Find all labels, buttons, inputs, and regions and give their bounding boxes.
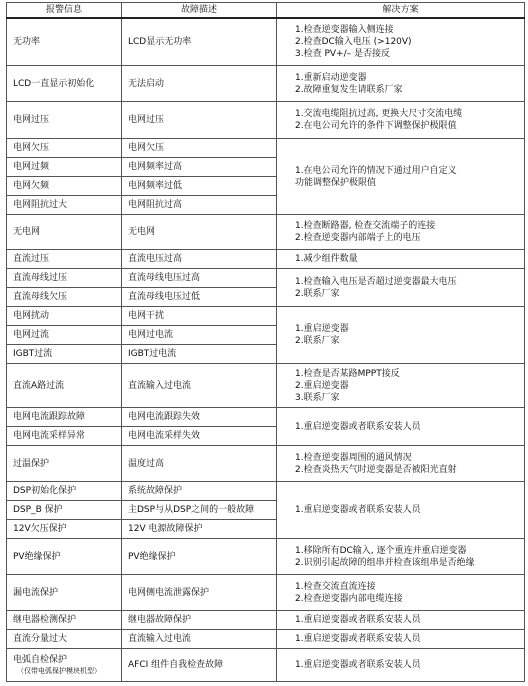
alarm-text: 无电网 — [13, 227, 41, 237]
alarm-text: DSP_B 保护 — [13, 505, 63, 515]
solution-cell — [277, 446, 525, 482]
alarm-text: 直流过压 — [13, 254, 50, 264]
alarm-cell — [7, 345, 122, 364]
solution-cell — [277, 364, 525, 408]
table-row — [7, 539, 525, 575]
table-row — [7, 649, 525, 682]
alarm-text: 电弧自检保护 — [13, 655, 68, 665]
table-row — [7, 408, 525, 427]
description-cell: 电网频率过低 — [122, 177, 277, 196]
solution-step: 1.重启逆变器 — [295, 324, 349, 334]
alarm-text: 过温保护 — [13, 458, 50, 469]
alarm-text: 电网电流跟踪故障 — [13, 412, 86, 422]
solution-step: 1.重启逆变器或者联系安装人员 — [295, 660, 421, 670]
solution-cell — [277, 250, 525, 269]
description-cell: 电网过压 — [122, 102, 277, 139]
header-alarm: 报警信息 — [7, 3, 122, 18]
alarm-cell — [7, 66, 122, 102]
solution-step: 1.检查断路器, 检查交流端子的连接 — [295, 221, 436, 231]
alarm-cell — [7, 520, 122, 539]
table-row — [7, 102, 525, 139]
description-cell: 主DSP与从DSP之间的一般故障 — [122, 501, 277, 520]
table-row — [7, 307, 525, 326]
alarm-text: 电网阻抗过大 — [13, 200, 68, 210]
alarm-cell — [7, 250, 122, 269]
alarm-cell — [7, 177, 122, 196]
header-row — [7, 3, 525, 18]
description-cell: 电网电流跟踪失效 — [122, 408, 277, 427]
alarm-cell — [7, 307, 122, 326]
description-cell: 无法启动 — [122, 66, 277, 102]
solution-step: 1.重新启动逆变器 — [295, 72, 367, 83]
description-cell: 直流输入过电流 — [122, 364, 277, 408]
alarm-cell — [7, 482, 122, 501]
description-cell: 12V 电源故障保护 — [122, 520, 277, 539]
table-row — [7, 446, 525, 482]
solution-step: 1.检查是否某路MPPT接反 — [295, 368, 400, 379]
solution-step: 2.检查炎热天气时逆变器是否被阳光直射 — [295, 464, 457, 475]
solution-step: 1.交流电缆阻抗过高, 更换大尺寸交流电缆 — [295, 109, 463, 119]
alarm-text: LCD一直显示初始化 — [13, 78, 95, 89]
alarm-cell — [7, 575, 122, 611]
alarm-cell — [7, 215, 122, 250]
header-solution: 解决方案 — [277, 3, 525, 18]
alarm-text: 直流分量过大 — [13, 634, 68, 644]
table-row — [7, 269, 525, 288]
alarm-cell — [7, 102, 122, 139]
alarm-cell — [7, 611, 122, 630]
solution-cell — [277, 269, 525, 307]
solution-step: 2.联系厂家 — [295, 288, 340, 299]
description-cell: 继电器故障保护 — [122, 611, 277, 630]
alarm-cell — [7, 649, 122, 682]
solution-cell — [277, 611, 525, 630]
solution-step: 3.联系厂家 — [295, 392, 340, 403]
alarm-text: 电网扰动 — [13, 311, 50, 321]
description-cell: 电网过电流 — [122, 326, 277, 345]
solution-cell — [277, 539, 525, 575]
description-cell: PV绝缘保护 — [122, 539, 277, 575]
solution-step: 1.重启逆变器或者联系安装人员 — [295, 634, 421, 644]
alarm-text: 直流A路过流 — [13, 380, 65, 391]
alarm-text: 12V欠压保护 — [13, 524, 67, 534]
alarm-text: 直流母线欠压 — [13, 292, 68, 302]
table-row — [7, 482, 525, 501]
description-cell: LCD显示无功率 — [122, 18, 277, 66]
table-row — [7, 66, 525, 102]
solution-step: 2.重启逆变器 — [295, 380, 349, 391]
solution-step: 1.检查逆变器周围的通风情况 — [295, 452, 412, 463]
table-row — [7, 575, 525, 611]
alarm-text: 继电器检测保护 — [13, 615, 77, 625]
solution-cell — [277, 307, 525, 364]
alarm-cell — [7, 408, 122, 427]
alarm-text: 电网欠压 — [13, 143, 50, 153]
description-cell: 电网阻抗过高 — [122, 196, 277, 215]
description-cell: 直流母线电压过低 — [122, 288, 277, 307]
alarm-text: 电网过流 — [13, 330, 50, 340]
alarm-text: 漏电流保护 — [13, 587, 59, 598]
solution-step: 2.检查逆变器内部端子上的电压 — [295, 233, 421, 243]
solution-step: 1.重启逆变器或者联系安装人员 — [295, 421, 421, 432]
solution-cell — [277, 66, 525, 102]
solution-cell — [277, 408, 525, 446]
table-header — [7, 3, 525, 18]
description-cell: 电网侧电流泄露保护 — [122, 575, 277, 611]
alarm-text: 电网欠频 — [13, 181, 50, 191]
alarm-text: 电网过压 — [13, 115, 50, 125]
alarm-cell — [7, 427, 122, 446]
table-row — [7, 364, 525, 408]
solution-step: 2.检查逆变器内部电缆连接 — [295, 593, 403, 604]
solution-cell — [277, 139, 525, 215]
description-cell: 电网欠压 — [122, 139, 277, 158]
description-cell: 直流母线电压过高 — [122, 269, 277, 288]
alarm-cell — [7, 269, 122, 288]
description-cell: IGBT过电流 — [122, 345, 277, 364]
description-cell: 电网干扰 — [122, 307, 277, 326]
solution-step: 2.识别引起故障的组串并检查该组串是否绝缘 — [295, 557, 475, 568]
solution-step: 1.减少组件数量 — [295, 254, 358, 264]
alarm-cell — [7, 139, 122, 158]
description-cell: 电网电流采样失效 — [122, 427, 277, 446]
alarm-text: 无功率 — [13, 36, 41, 47]
alarm-cell — [7, 326, 122, 345]
alarm-text: IGBT过流 — [13, 349, 53, 359]
header-description: 故障描述 — [122, 3, 277, 18]
solution-step: 1.移除所有DC输入, 逐个重连并重启逆变器 — [295, 545, 467, 556]
description-cell: AFCI 组件自我检查故障 — [122, 649, 277, 682]
alarm-note: （仅带电弧保护模块机型） — [17, 667, 101, 675]
solution-cell — [277, 102, 525, 139]
alarm-cell — [7, 288, 122, 307]
alarm-cell — [7, 364, 122, 408]
solution-cell — [277, 482, 525, 539]
alarm-text: PV绝缘保护 — [13, 551, 61, 562]
solution-step: 功能调整保护极限值 — [295, 177, 377, 188]
description-cell: 直流输入过电流 — [122, 630, 277, 649]
alarm-text: 直流母线过压 — [13, 273, 68, 283]
table-row — [7, 630, 525, 649]
solution-step: 3.检查 PV+/– 是否接反 — [295, 48, 390, 59]
fault-table-container — [6, 2, 525, 682]
alarm-cell — [7, 539, 122, 575]
alarm-cell — [7, 446, 122, 482]
solution-cell — [277, 575, 525, 611]
solution-step: 1.在电公司允许的情况下通过用户自定义 — [295, 165, 457, 176]
solution-step: 2.检查DC输入电压 (>120V) — [295, 36, 412, 47]
alarm-cell — [7, 18, 122, 66]
solution-cell — [277, 649, 525, 682]
table-row — [7, 250, 525, 269]
alarm-cell — [7, 501, 122, 520]
solution-cell — [277, 18, 525, 66]
solution-step: 1.重启逆变器或者联系安装人员 — [295, 505, 421, 515]
description-cell: 系统故障保护 — [122, 482, 277, 501]
solution-step: 1.检查输入电压是否超过逆变器最大电压 — [295, 276, 457, 287]
solution-cell — [277, 215, 525, 250]
alarm-text: 电网电流采样异常 — [13, 431, 86, 441]
solution-step: 1.重启逆变器或者联系安装人员 — [295, 615, 421, 625]
description-cell: 温度过高 — [122, 446, 277, 482]
alarm-text: DSP初始化保护 — [13, 486, 77, 496]
solution-step: 2.联系厂家 — [295, 336, 340, 346]
description-cell: 无电网 — [122, 215, 277, 250]
solution-step: 1.检查逆变器输入侧连接 — [295, 24, 394, 35]
solution-step: 1.检查交流直流连接 — [295, 581, 376, 592]
alarm-cell — [7, 158, 122, 177]
table-body — [7, 18, 525, 682]
table-row — [7, 18, 525, 66]
solution-step: 2.故障重复发生请联系厂家 — [295, 84, 403, 95]
table-row — [7, 611, 525, 630]
description-cell: 直流电压过高 — [122, 250, 277, 269]
table-row — [7, 139, 525, 158]
description-cell: 电网频率过高 — [122, 158, 277, 177]
alarm-cell — [7, 196, 122, 215]
table-row — [7, 215, 525, 250]
alarm-text: 电网过频 — [13, 162, 50, 172]
alarm-cell — [7, 630, 122, 649]
solution-cell — [277, 630, 525, 649]
fault-table — [6, 2, 525, 682]
solution-step: 2.在电公司允许的条件下调整保护极限值 — [295, 121, 457, 131]
